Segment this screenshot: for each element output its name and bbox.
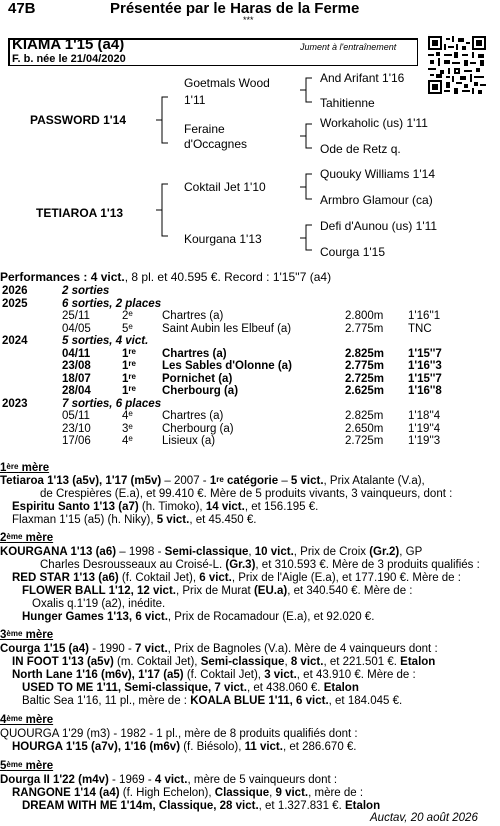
dam-heading: 2ème mère bbox=[0, 532, 54, 544]
race-date: 23/10 bbox=[62, 422, 91, 435]
race-dist: 2.775m bbox=[345, 322, 384, 335]
ped-sds: Workaholic (us) 1'11 bbox=[320, 116, 428, 130]
dam-line: Dourga II 1'22 (m4v) - 1969 - 4 vict., mère de 5 vainqueurs dont : bbox=[0, 774, 338, 786]
race-date: 04/11 bbox=[62, 347, 91, 360]
horse-birth: F. b. née le 21/04/2020 bbox=[12, 53, 126, 65]
race-date: 05/11 bbox=[62, 410, 90, 422]
race-track: Chartres (a) bbox=[162, 410, 224, 422]
race-track: Pornichet (a) bbox=[162, 372, 233, 385]
dam-heading: 1ère mère bbox=[0, 462, 50, 474]
year-header: 2025 6 sorties, 2 places bbox=[2, 297, 162, 310]
race-place: 3e bbox=[122, 421, 133, 435]
performances-line: Performances : 4 vict., 8 pl. et 40.595 €. Record : 1'15''7 (a4) bbox=[0, 270, 332, 284]
race-dist: 2.800m bbox=[345, 310, 384, 322]
race-track: Saint Aubin les Elbeuf (a) bbox=[162, 322, 292, 335]
race-track: Lisieux (a) bbox=[162, 435, 216, 447]
race-time: 1'19''4 bbox=[408, 422, 441, 435]
ped-dss: Quouky Williams 1'14 bbox=[320, 167, 435, 181]
race-time: 1'16''3 bbox=[408, 360, 442, 372]
ped-sdd: Ode de Retz q. bbox=[320, 142, 401, 156]
race-place: 5e bbox=[122, 321, 133, 335]
ped-sd-2: d'Occagnes bbox=[184, 137, 247, 151]
ped-sire: PASSWORD 1'14 bbox=[30, 113, 126, 127]
dam-line: IN FOOT 1'13 (a5v) (m. Coktail Jet), Semi-classique, 8 vict., et 221.501 €. Etalon bbox=[12, 656, 436, 668]
dam-heading: 4ème mère bbox=[0, 714, 54, 726]
race-dist: 2.725m bbox=[345, 435, 384, 447]
ped-sss: And Arifant 1'16 bbox=[320, 71, 405, 85]
race-dist: 2.825m bbox=[345, 410, 384, 422]
dam-line: HOURGA 1'15 (a7v), 1'16 (m6v) (f. Biésolo), 11 vict., et 286.670 €. bbox=[12, 741, 357, 753]
race-place: 4e bbox=[122, 409, 133, 422]
ped-dds: Defi d'Aunou (us) 1'11 bbox=[320, 219, 438, 233]
ped-sd: Feraine bbox=[184, 122, 225, 136]
ped-ddd: Courga 1'15 bbox=[320, 245, 386, 259]
race-dist: 2.825m bbox=[345, 347, 385, 360]
presenter: Présentée par le Haras de la Ferme bbox=[110, 0, 360, 17]
race-date: 25/11 bbox=[62, 310, 90, 322]
race-dist: 2.625m bbox=[345, 385, 385, 397]
race-date: 04/05 bbox=[62, 322, 91, 335]
pedigree-brackets bbox=[0, 0, 500, 270]
dam-line: Charles Desrousseaux au Croisé-L. (Gr.3), et 310.593 €. Mère de 3 produits qualifiés : bbox=[40, 559, 480, 571]
dam-line: RED STAR 1'13 (a6) (f. Coktail Jet), 6 vict., Prix de l'Aigle (E.a), et 177.190 €. Mère de : bbox=[12, 572, 461, 584]
footer-date: Auctav, 20 août 2026 bbox=[370, 812, 478, 824]
race-time: 1'16''8 bbox=[408, 385, 442, 397]
race-time: 1'15''7 bbox=[408, 347, 442, 360]
ped-ssd: Tahitienne bbox=[320, 96, 375, 110]
dam-line: de Crespières (E.a), et 99.410 €. Mère de 5 produits vivants, 3 vainqueurs, dont : bbox=[40, 488, 453, 500]
race-place: 4e bbox=[122, 434, 133, 447]
dam-line: Tetiaroa 1'13 (a5v), 1'17 (m5v) – 2007 - 1re catégorie – 5 vict., Prix Atalante (V.a), bbox=[0, 475, 425, 487]
dam-line: Hunger Games 1'13, 6 vict., Prix de Rocamadour (E.a), et 92.020 €. bbox=[22, 611, 375, 623]
horse-status: Jument à l'entraînement bbox=[300, 42, 397, 52]
race-dist: 2.725m bbox=[345, 372, 385, 385]
race-time: 1'18''4 bbox=[408, 410, 441, 422]
race-place: 1re bbox=[122, 371, 136, 385]
ped-ss: Goetmals Wood bbox=[184, 76, 270, 90]
ped-ss-record: 1'11 bbox=[184, 93, 206, 107]
year-header: 2024 5 sorties, 4 vict. bbox=[2, 335, 149, 347]
race-dist: 2.650m bbox=[345, 422, 384, 435]
year-header: 2023 7 sorties, 6 places bbox=[2, 397, 162, 410]
dam-line: Oxalis q.1'19 (a2), inédite. bbox=[32, 598, 166, 610]
race-date: 18/07 bbox=[62, 372, 91, 385]
dam-line: Baltic Sea 1'16, 11 pl., mère de : KOALA BLUE 1'11, 6 vict., et 184.045 €. bbox=[22, 695, 403, 707]
race-date: 17/06 bbox=[62, 435, 91, 447]
dam-line: USED TO ME 1'11, Semi-classique, 7 vict., et 438.060 €. Etalon bbox=[22, 682, 359, 694]
race-time: 1'19''3 bbox=[408, 435, 441, 447]
race-date: 23/08 bbox=[62, 360, 91, 372]
dam-line: Flaxman 1'15 (a5) (h. Niky), 5 vict., et 45.450 €. bbox=[12, 514, 257, 526]
dam-line: Courga 1'15 (a4) - 1990 - 7 vict., Prix de Bagnoles (V.a). Mère de 4 vainqueurs dont : bbox=[0, 643, 438, 655]
race-place: 1re bbox=[122, 384, 136, 397]
dam-heading: 3ème mère bbox=[0, 629, 54, 641]
ped-dd: Kourgana 1'13 bbox=[184, 232, 262, 246]
race-time: 1'15''7 bbox=[408, 372, 442, 385]
race-track: Chartres (a) bbox=[162, 347, 227, 360]
race-date: 28/04 bbox=[62, 385, 91, 397]
race-time: TNC bbox=[408, 322, 432, 335]
race-time: 1'16''1 bbox=[408, 310, 441, 322]
dam-line: RANGONE 1'14 (a4) (f. High Echelon), Classique, 9 vict., mère de : bbox=[12, 787, 364, 799]
stars: *** bbox=[243, 15, 254, 25]
race-place: 2e bbox=[122, 309, 133, 322]
year-header: 2026 2 sorties bbox=[2, 285, 110, 297]
ped-dsd: Armbro Glamour (ca) bbox=[320, 193, 433, 207]
dam-line: FLOWER BALL 1'12, 12 vict., Prix de Murat (EU.a), et 340.540 €. Mère de : bbox=[22, 585, 413, 597]
race-track: Cherbourg (a) bbox=[162, 422, 234, 435]
dam-line: Espiritu Santo 1'13 (a7) (h. Timoko), 14 vict., et 156.195 €. bbox=[12, 501, 319, 513]
race-track: Cherbourg (a) bbox=[162, 385, 239, 397]
dam-heading: 5ème mère bbox=[0, 760, 54, 772]
race-place: 1re bbox=[122, 346, 136, 360]
horse-name: KIAMA 1'15 (a4) bbox=[12, 36, 125, 53]
race-dist: 2.775m bbox=[345, 360, 385, 372]
ped-ds: Coktail Jet 1'10 bbox=[184, 180, 266, 194]
race-place: 1re bbox=[122, 359, 136, 372]
race-track: Les Sables d'Olonne (a) bbox=[162, 360, 292, 372]
dam-line: North Lane 1'16 (m6v), 1'17 (a5) (f. Coktail Jet), 3 vict., et 43.910 €. Mère de : bbox=[12, 669, 416, 681]
race-track: Chartres (a) bbox=[162, 310, 224, 322]
dam-line: DREAM WITH ME 1'14m, Classique, 28 vict., et 1.327.831 €. Etalon bbox=[22, 800, 381, 812]
dam-line: KOURGANA 1'13 (a6) – 1998 - Semi-classique, 10 vict., Prix de Croix (Gr.2), GP bbox=[0, 546, 423, 558]
dam-line: QUOURGA 1'29 (m3) - 1982 - 1 pl., mère de 8 produits qualifiés dont : bbox=[0, 728, 358, 740]
ped-dam: TETIAROA 1'13 bbox=[36, 206, 124, 220]
lot-number: 47B bbox=[8, 0, 36, 17]
